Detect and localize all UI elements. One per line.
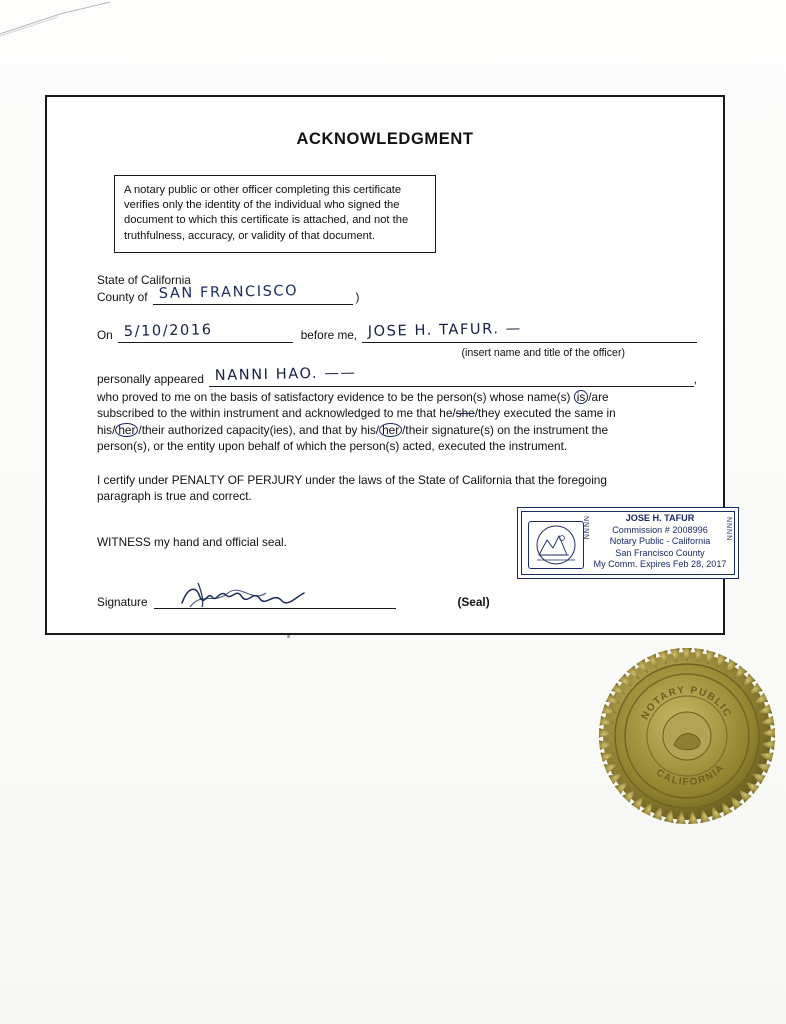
proof-text-5: /their authorized capacity(ies), and that by his/ (138, 422, 380, 437)
stamp-side-pattern-right: NNNN (727, 516, 734, 541)
embossed-gold-seal (594, 643, 780, 829)
on-label: On (97, 328, 113, 342)
page-title: ACKNOWLEDGMENT (296, 130, 474, 148)
personally-appeared-line (97, 365, 697, 387)
are-option[interactable]: are (591, 390, 609, 404)
certify-text-2: paragraph is true and correct. (97, 489, 252, 504)
officer-field[interactable] (362, 320, 697, 343)
officer-handwriting: JOSE H. TAFUR. — (367, 320, 523, 340)
county-line (97, 283, 697, 305)
scan-speck (287, 635, 290, 638)
stamp-notary-name: JOSE H. TAFUR (625, 513, 695, 523)
signature-field[interactable] (154, 592, 396, 609)
proof-text-2: subscribed to the within instrument and acknowledged to me that he/ (97, 406, 456, 421)
her-option-1[interactable]: her (115, 423, 138, 437)
on-before-me-line (97, 320, 697, 343)
signature-label: Signature (97, 595, 148, 609)
stamp-side-pattern-left: NNNN (582, 516, 589, 541)
notary-stamp (517, 507, 739, 579)
her-option-2[interactable]: her (379, 423, 402, 437)
state-seal-emblem-icon (528, 521, 584, 569)
seal-label: (Seal) (457, 595, 490, 609)
disclaimer-box: A notary public or other officer completing this certificate verifies only the identity of the individual who signed the document to which this certificate is attached, and not the truthfulness, accuracy, or validity of that document. (114, 175, 436, 253)
state-label: State of California (97, 273, 191, 287)
certify-text-1: I certify under PENALTY OF PERJURY under the laws of the State of California that the foregoing (97, 472, 607, 487)
county-paren: ) (355, 290, 360, 304)
appeared-name-field[interactable] (209, 365, 694, 387)
county-field[interactable] (153, 283, 353, 305)
certify-paragraph (97, 472, 697, 505)
officer-hint-row (97, 344, 697, 361)
proof-text-6: /their signature(s) on the instrument the (402, 422, 609, 437)
stamp-county: San Francisco County (615, 547, 705, 558)
date-field[interactable] (118, 322, 293, 343)
seal-text-bottom: CALIFORNIA (653, 761, 727, 789)
slash-1: / (588, 390, 592, 404)
officer-hint: (insert name and title of the officer) (461, 347, 625, 359)
torn-edge-artifact (0, 0, 200, 48)
date-handwriting: 5/10/2016 (123, 322, 213, 340)
proof-text-1: who proved to me on the basis of satisfactory evidence to be the person(s) whose name(s) (97, 390, 574, 404)
signature-row (97, 592, 697, 609)
seal-text-top: NOTARY PUBLIC (639, 684, 734, 722)
is-option[interactable]: is (574, 390, 589, 404)
appeared-comma: , (693, 372, 697, 386)
witness-line: WITNESS my hand and official seal. (97, 535, 287, 550)
county-handwriting: SAN FRANCISCO (158, 283, 298, 302)
proof-paragraph (97, 389, 697, 455)
proof-text-7: person(s), or the entity upon behalf of which the person(s) acted, executed the instrument. (97, 439, 568, 454)
stamp-commission-number: Commission # 2008996 (612, 524, 708, 535)
stamp-expiration: My Comm. Expires Feb 28, 2017 (593, 559, 727, 570)
stamp-text-block (590, 513, 730, 571)
signature-scribble (178, 581, 308, 612)
personally-appeared-label: personally appeared (97, 372, 204, 386)
appeared-name-handwriting: NANNI HAO. —— (214, 365, 357, 384)
acknowledgment-certificate (45, 95, 734, 635)
proof-text-4: his/ (97, 422, 116, 437)
proof-text-3: /they executed the same in (474, 406, 616, 421)
before-me-label: before me, (300, 328, 358, 342)
she-option[interactable]: she (455, 406, 475, 421)
stamp-role: Notary Public - California (609, 536, 711, 547)
county-label: County of (97, 290, 148, 304)
